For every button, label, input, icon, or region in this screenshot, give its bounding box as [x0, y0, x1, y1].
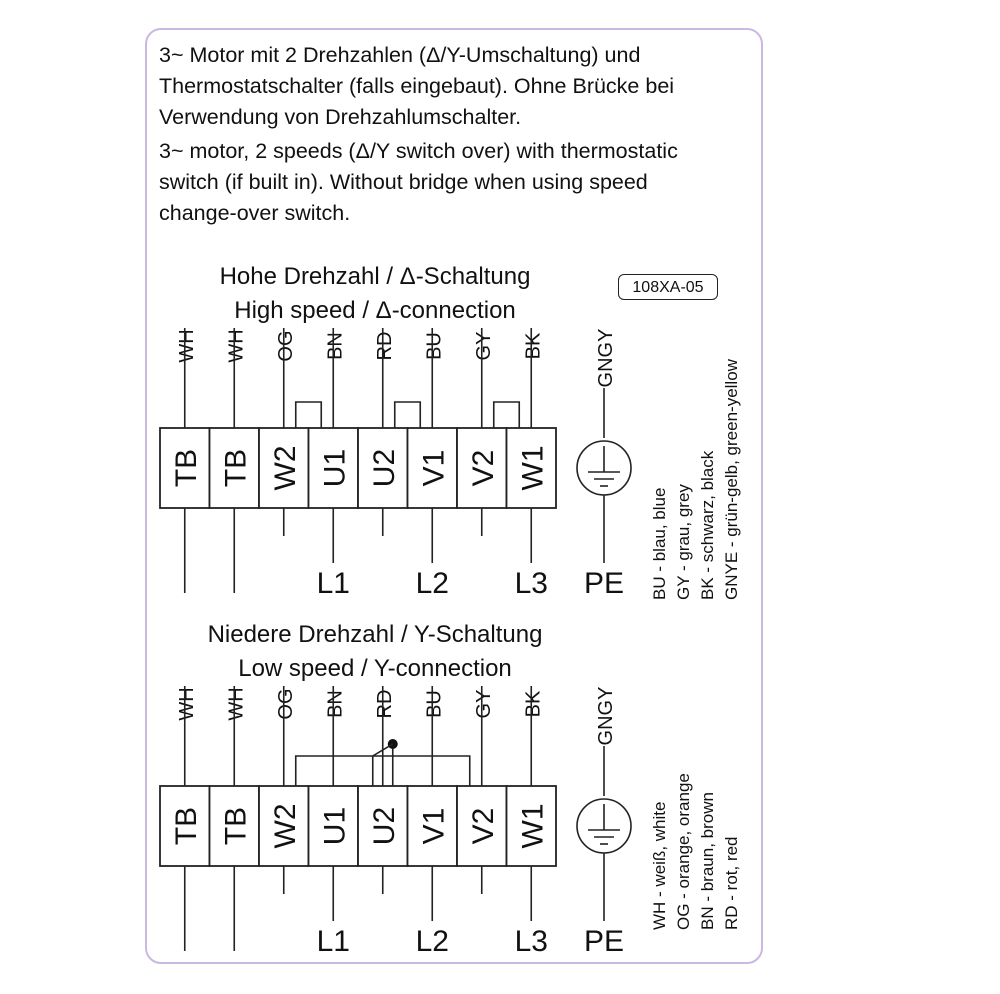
- wire-color-label: BU: [423, 332, 446, 360]
- terminal-label: U2: [367, 806, 401, 846]
- legend-entry: GY - grau, grey: [674, 484, 693, 600]
- wire-color-label: RD: [373, 689, 396, 719]
- color-legend-left: [648, 773, 744, 930]
- wire-color-label: WH: [175, 329, 198, 363]
- legend-entry: RD - rot, red: [722, 836, 741, 930]
- terminal-label: U1: [318, 806, 352, 846]
- terminal-label: V2: [466, 449, 500, 487]
- wire-color-label: WH: [225, 687, 248, 721]
- wire-color-label: OG: [274, 688, 297, 720]
- description-line: change-over switch.: [159, 201, 351, 225]
- jumper-bridge: [395, 402, 421, 428]
- description-line: Thermostatschalter (falls eingebaut). Ohne Brücke bei: [159, 74, 675, 98]
- wire-color-label: BN: [324, 332, 347, 360]
- diagram-id-badge: 108XA-05: [618, 274, 718, 300]
- legend-entry: BU - blau, blue: [650, 487, 669, 600]
- terminal-label: TB: [169, 448, 203, 488]
- terminal-label: V1: [417, 807, 451, 845]
- color-legend-right: [648, 359, 744, 600]
- ground-wire-label: GNGY: [595, 686, 617, 746]
- description-line: switch (if built in). Without bridge when using speed: [159, 170, 648, 194]
- low-speed-title-en: Low speed / Y-connection: [238, 655, 512, 682]
- wire-color-label: BN: [324, 690, 347, 718]
- line-label: PE: [583, 567, 625, 600]
- line-label: L2: [415, 567, 449, 600]
- legend-entry: BK - schwarz, black: [698, 450, 717, 600]
- line-label: L3: [514, 567, 548, 600]
- jumper-bridge: [296, 402, 322, 428]
- wire-color-label: WH: [225, 329, 248, 363]
- wire-color-label: WH: [175, 687, 198, 721]
- terminal-label: TB: [219, 806, 253, 846]
- line-label: L1: [316, 567, 350, 600]
- ground-wire-label: GNGY: [595, 328, 617, 388]
- legend-entry: WH - weiß, white: [650, 801, 669, 930]
- wire-color-label: OG: [274, 330, 297, 362]
- wire-color-label: GY: [472, 689, 495, 719]
- low-speed-title-de: Niedere Drehzahl / Y-Schaltung: [207, 621, 543, 648]
- high-speed-title-de: Hohe Drehzahl / Δ-Schaltung: [219, 263, 531, 290]
- terminal-label: W2: [268, 445, 302, 491]
- terminal-label: V2: [466, 807, 500, 845]
- terminal-label: U1: [318, 448, 352, 488]
- legend-entry: OG - orange, orange: [674, 773, 693, 930]
- terminal-label: TB: [219, 448, 253, 488]
- terminal-label: W1: [516, 445, 550, 491]
- terminal-label: W2: [268, 803, 302, 849]
- legend-entry: GNYE - grün-gelb, green-yellow: [722, 359, 741, 600]
- terminal-label: V1: [417, 449, 451, 487]
- wire-color-label: BK: [522, 332, 545, 360]
- line-label: L1: [316, 925, 350, 958]
- wire-color-label: GY: [472, 331, 495, 361]
- description-line: 3~ motor, 2 speeds (Δ/Y switch over) with thermostatic: [159, 139, 678, 163]
- wire-color-label: RD: [373, 331, 396, 361]
- line-label: L3: [514, 925, 548, 958]
- terminal-label: W1: [516, 803, 550, 849]
- description-line: Verwendung von Drehzahlumschalter.: [159, 105, 522, 129]
- wire-color-label: BK: [522, 690, 545, 718]
- high-speed-title-en: High speed / Δ-connection: [234, 297, 516, 324]
- terminal-label: U2: [367, 448, 401, 488]
- description-line: 3~ Motor mit 2 Drehzahlen (Δ/Y-Umschaltung) und: [159, 43, 641, 67]
- line-label: PE: [583, 925, 625, 958]
- legend-entry: BN - braun, brown: [698, 792, 717, 930]
- line-label: L2: [415, 925, 449, 958]
- terminal-label: TB: [169, 806, 203, 846]
- wire-color-label: BU: [423, 690, 446, 718]
- jumper-bridge: [494, 402, 520, 428]
